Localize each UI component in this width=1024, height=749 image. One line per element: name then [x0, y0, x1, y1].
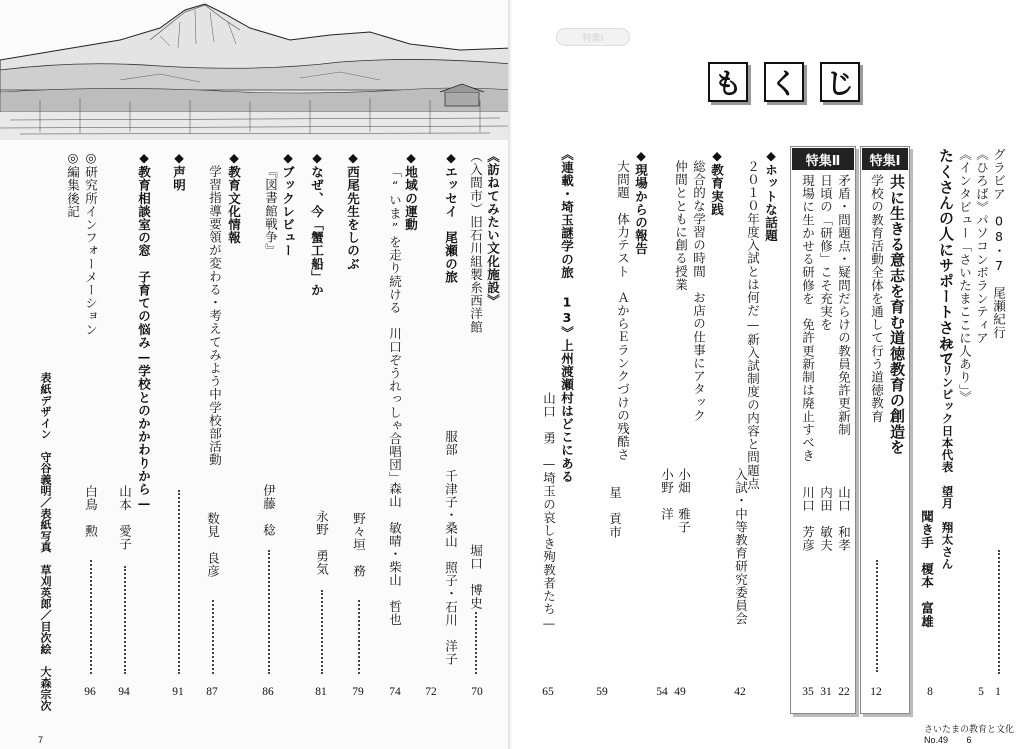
kouki-heading: ◎編集後記: [65, 150, 81, 218]
interview-title: たくさんの人にサポートされて: [937, 148, 955, 367]
toku2-label: 特集Ⅱ: [792, 148, 854, 170]
jissen-line-1: 総合的な学習の時間 お店の仕事にアタック: [691, 160, 707, 422]
leader-dots: [998, 550, 1000, 674]
chiiki-line: 「“いま”を走り続ける 川口ぞうれっしゃ合唱団」: [387, 165, 403, 485]
jissen-heading: ◆教育実践: [709, 148, 725, 216]
genba-line: 大問題 体力テスト ＡからＥランクづけの残酷さ: [615, 160, 631, 462]
page-number: 74: [389, 686, 401, 698]
right-page-number: 6: [966, 735, 972, 745]
leader-dots: [475, 612, 477, 674]
page-number: 72: [425, 686, 437, 698]
page-number: 8: [927, 686, 933, 698]
page-number: 59: [596, 686, 608, 698]
rensai-author: 山口 勇: [541, 392, 557, 445]
bunka-heading: 《訪ねてみたい文化施設》: [485, 150, 501, 308]
leader-dots: [212, 600, 214, 674]
toku2-line-2: 日頃の「研修」こそ充実を: [818, 174, 834, 332]
soudan-heading: ◆教育相談室の窓 子育ての悩み—学校とのかかわりから—: [136, 150, 152, 512]
page-number: 54: [656, 686, 668, 698]
jissen-author-2: 小野 洋: [659, 468, 675, 521]
page-number: 96: [84, 686, 96, 698]
info-author: 数見 良彦: [205, 512, 221, 578]
genba-author: 星 貢市: [607, 486, 623, 539]
soudan-author: 山本 愛子: [117, 485, 133, 551]
page-number: 65: [542, 686, 554, 698]
essay-heading: ◆エッセイ 尾瀬の旅: [443, 150, 459, 284]
left-folio: 7: [38, 735, 44, 745]
page-number: 79: [352, 686, 364, 698]
toku1-sub: 学校の教育活動全体を通して行う道徳教育: [869, 174, 885, 423]
page-number: 35: [802, 686, 814, 698]
toku1-title: 共に生きる意志を育む道徳教育の創造を: [888, 174, 906, 455]
leader-dots: [178, 490, 180, 674]
hot-heading: ◆ホットな話題: [763, 148, 779, 243]
info-line: 学習指導要領が変わる・考えてみよう中学校部活動: [207, 165, 223, 467]
jissen-author-1: 小畑 雅子: [676, 468, 692, 534]
right-folio: [924, 722, 1024, 745]
page-number: 87: [206, 686, 218, 698]
mokuji-char-1: も: [708, 62, 748, 102]
toku2-author-1: 山口 和孝: [836, 486, 852, 552]
page-number: 70: [471, 686, 483, 698]
book-author: 伊藤 稔: [261, 484, 277, 537]
gravure-heading: グラビア 08・7 尾瀬紀行: [991, 148, 1007, 339]
essay-authors: 服部 千津子・桑山 照子・石川 洋子: [443, 430, 459, 666]
page-number: 49: [674, 686, 686, 698]
mokuji-char-2: く: [764, 62, 804, 102]
rensai-heading: 《連載・埼玉謎学の旅 13》上州渡瀬村はどこにある: [559, 148, 575, 483]
hot-author: 入試・中等教育研究委員会: [733, 468, 749, 626]
magazine-name: さいたまの教育と文化 No.49: [924, 724, 1015, 745]
seimei-heading: ◆声明: [171, 150, 187, 192]
kenkyu-heading: ◎研究所インフォーメーション: [83, 150, 99, 336]
leader-dots: [90, 560, 92, 674]
page-number: 12: [870, 686, 882, 698]
naze-author: 永野 勇気: [314, 510, 330, 576]
chiiki-authors: 森山 敏晴・柴山 哲也: [387, 482, 403, 627]
page-number: 5: [978, 686, 984, 698]
toku2-author-3: 川口 芳彦: [800, 486, 816, 552]
genba-heading: ◆現場からの報告: [633, 148, 649, 256]
nishio-heading: ◆西尾先生をしのぶ: [345, 150, 361, 271]
hot-line: ２０１０年度入試とは何だ—新入試制度の内容と問題点: [745, 160, 761, 490]
interview-author: デフリンピック日本代表 望月 翔太さん: [940, 340, 955, 570]
section-badge: 特集Ⅰ: [556, 28, 630, 46]
bunka-line: （入間市）旧石川組製糸西洋館: [468, 150, 484, 334]
leader-dots: [358, 600, 360, 674]
bunka-author: 堀口 博史: [468, 544, 484, 610]
right-page: [512, 0, 1024, 749]
rensai-sub: —埼玉の哀しき殉教者たち—: [541, 456, 557, 632]
page-number: 42: [734, 686, 746, 698]
leader-dots: [876, 560, 878, 672]
info-heading: ◆教育文化情報: [226, 150, 242, 245]
leader-dots: [268, 550, 270, 674]
page-number: 91: [172, 686, 184, 698]
nishio-author: 野々垣 務: [351, 512, 367, 578]
mokuji-char-3: じ: [820, 62, 860, 102]
jissen-line-2: 仲間とともに創る授業: [673, 160, 689, 291]
interview-interviewer: 聞き手 榎本 富雄: [919, 510, 935, 628]
page-number: 1: [995, 686, 1001, 698]
leader-dots: [321, 590, 323, 674]
book-heading: ◆ブックレビュー: [280, 150, 296, 258]
page-number: 22: [838, 686, 850, 698]
hiroba-heading: 《ひろば》パソコンボランティア: [974, 148, 990, 345]
naze-heading: ◆なぜ、今「蟹工船」か: [309, 150, 325, 297]
kouki-author: 白鳥 勲: [83, 485, 99, 538]
page-number: 31: [820, 686, 832, 698]
toku1-label: 特集Ⅰ: [862, 148, 908, 170]
page-number: 94: [118, 686, 130, 698]
toku2-line-1: 矛盾・問題点・疑問だらけの教員免許更新制: [836, 174, 852, 436]
book-line: 『図書館戦争』: [263, 165, 279, 257]
cover-credits: 表紙デザイン 守谷義明／表紙写真 草刈英郎／目次絵 大森宗次: [39, 372, 52, 711]
toku2-line-3: 現場に生かせる研修を 免許更新制は廃止すべき: [800, 174, 816, 463]
toku2-author-2: 内田 敏夫: [818, 486, 834, 552]
chiiki-heading: ◆地域の運動: [403, 150, 419, 232]
interview-heading: 《インタビュー「さいたまここに人あり」》: [957, 148, 973, 404]
mountain-illustration: [0, 0, 512, 140]
page-number: 86: [262, 686, 274, 698]
leader-dots: [124, 566, 126, 674]
page-number: 81: [315, 686, 327, 698]
